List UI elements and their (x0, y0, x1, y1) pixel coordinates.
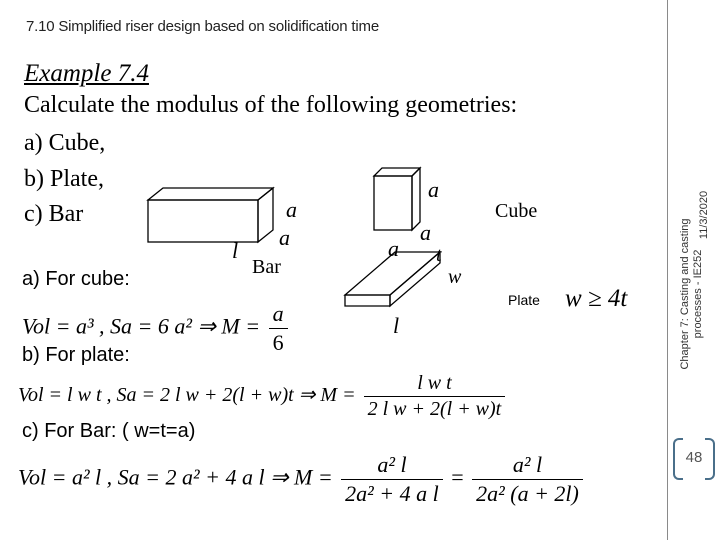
bar-frac1-denominator: 2a² + 4 a l (345, 481, 439, 506)
chapter-footer (679, 218, 705, 369)
page-number-badge (673, 438, 715, 478)
slide-header: 7.10 Simplified riser design based on solidification time (26, 18, 379, 35)
bar-modulus-fraction-1 (341, 452, 443, 507)
slide-date: 11/3/2020 (698, 190, 710, 240)
cube-dim-a-top: a (428, 177, 439, 202)
right-bracket-icon (705, 438, 715, 480)
plate-modulus-fraction (364, 372, 506, 421)
plate-dim-l: l (393, 313, 400, 338)
plate-dim-w: w (448, 266, 462, 288)
cube-heading: a) For cube: (22, 268, 130, 290)
plate-equation-main: Vol = l w t , Sa = 2 l w + 2(l + w)t ⇒ M = (18, 384, 356, 407)
bar-frac2-denominator: 2a² (a + 2l) (476, 481, 579, 506)
cube-equation-main: Vol = a³ , Sa = 6 a² ⇒ M = (22, 313, 261, 339)
bar-frac1-numerator: a² l (341, 452, 443, 480)
bar-dim-l: l (232, 238, 239, 263)
bar-equation-main: Vol = a² l , Sa = 2 a² + 4 a l ⇒ M = (18, 464, 333, 490)
cube-frac-numerator: a (269, 301, 288, 329)
plate-dim-t: t (436, 244, 442, 266)
list-item-cube: a) Cube, (24, 130, 106, 156)
cube-label: Cube (495, 200, 538, 222)
list-item-bar: c) Bar (24, 201, 84, 227)
cube-figure (374, 168, 420, 230)
bar-label: Bar (252, 256, 281, 278)
cube-dim-a-side: a (420, 220, 431, 245)
list-item-plate: b) Plate, (24, 166, 104, 192)
cube-dim-a-front: a (388, 236, 399, 261)
bar-equals-sign: = (451, 464, 464, 490)
plate-label: Plate (508, 292, 540, 308)
plate-frac-denominator: 2 l w + 2(l + w)t (367, 398, 502, 420)
bar-equation (18, 452, 586, 507)
bar-heading: c) For Bar: ( w=t=a) (22, 420, 196, 442)
example-title: Example 7.4 (24, 60, 149, 87)
bar-modulus-fraction-2 (472, 452, 583, 507)
plate-equation (18, 372, 508, 421)
bar-figure (148, 188, 273, 242)
plate-condition: w ≥ 4t (565, 285, 628, 312)
chapter-footer-line2: processes - IE252 (692, 249, 704, 339)
plate-frac-numerator: l w t (364, 372, 506, 397)
sidebar-divider (667, 0, 668, 540)
bar-frac2-numerator: a² l (472, 452, 583, 480)
chapter-footer-line1: Chapter 7: Casting and casting (679, 218, 691, 370)
page-number: 48 (685, 449, 703, 466)
plate-heading: b) For plate: (22, 344, 130, 366)
left-bracket-icon (673, 438, 683, 480)
instruction-text: Calculate the modulus of the following geometries: (24, 92, 518, 118)
cube-modulus-fraction (269, 301, 288, 356)
bar-dim-a-top: a (286, 197, 297, 222)
cube-frac-denominator: 6 (272, 330, 284, 355)
bar-dim-a-side: a (279, 225, 290, 250)
